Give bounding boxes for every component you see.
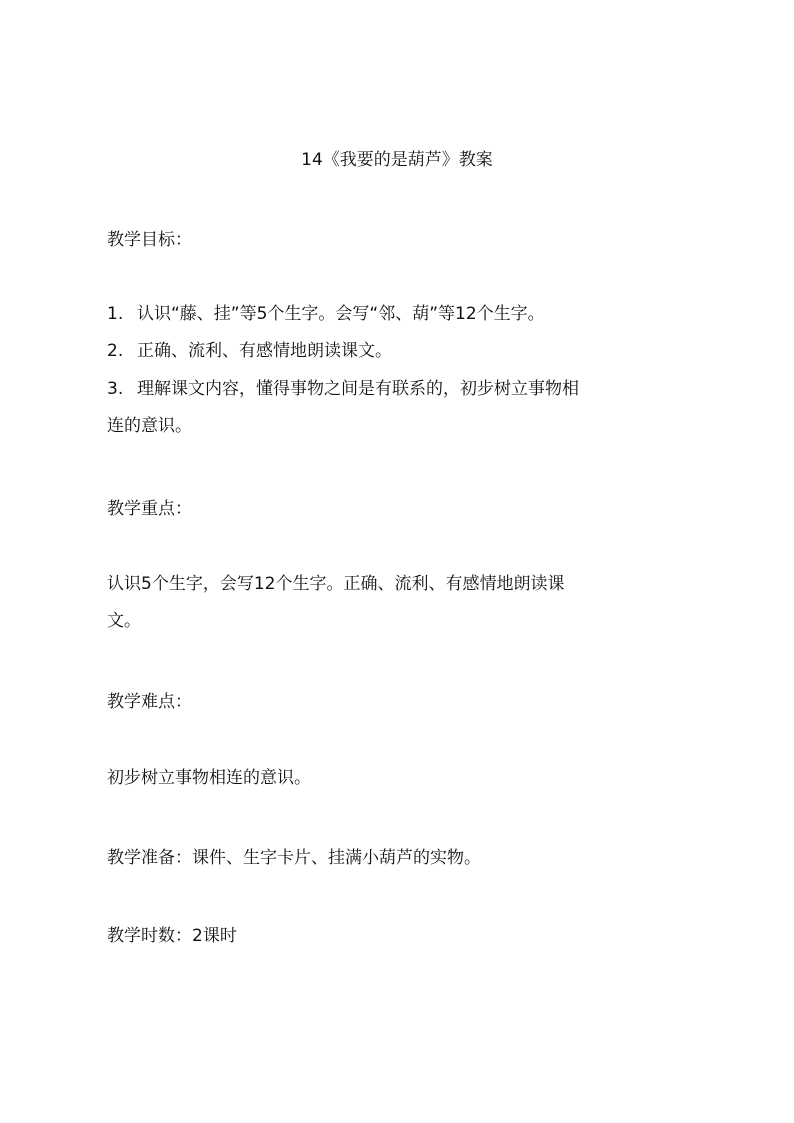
objective-text: 正确、流利、有感情地朗读课文。 <box>137 341 392 361</box>
objective-number: 2. <box>107 341 124 361</box>
objective-item-3 <box>107 371 707 408</box>
objective-item-3-continuation: 连的意识。 <box>107 416 192 436</box>
objective-item-1 <box>107 296 707 333</box>
objective-number: 3. <box>107 379 124 399</box>
key-points-line-2: 文。 <box>107 611 141 631</box>
difficulties-heading: 教学难点： <box>107 692 192 712</box>
objective-item-2 <box>107 333 707 370</box>
objectives-heading: 教学目标： <box>107 230 192 250</box>
preparation-text: 教学准备：课件、生字卡片、挂满小葫芦的实物。 <box>107 848 481 868</box>
document-title: 14《我要的是葫芦》教案 <box>301 150 493 170</box>
key-points-line-1: 认识5个生字，会写12个生字。正确、流利、有感情地朗读课 <box>107 574 565 594</box>
difficulties-text: 初步树立事物相连的意识。 <box>107 768 311 788</box>
objective-text: 认识“藤、挂”等5个生字。会写“邻、葫”等12个生字。 <box>137 304 545 324</box>
objective-number: 1. <box>107 304 124 324</box>
objective-text: 理解课文内容，懂得事物之间是有联系的，初步树立事物相 <box>137 379 579 399</box>
hours-text: 教学时数：2课时 <box>107 926 237 946</box>
key-points-heading: 教学重点： <box>107 499 192 519</box>
